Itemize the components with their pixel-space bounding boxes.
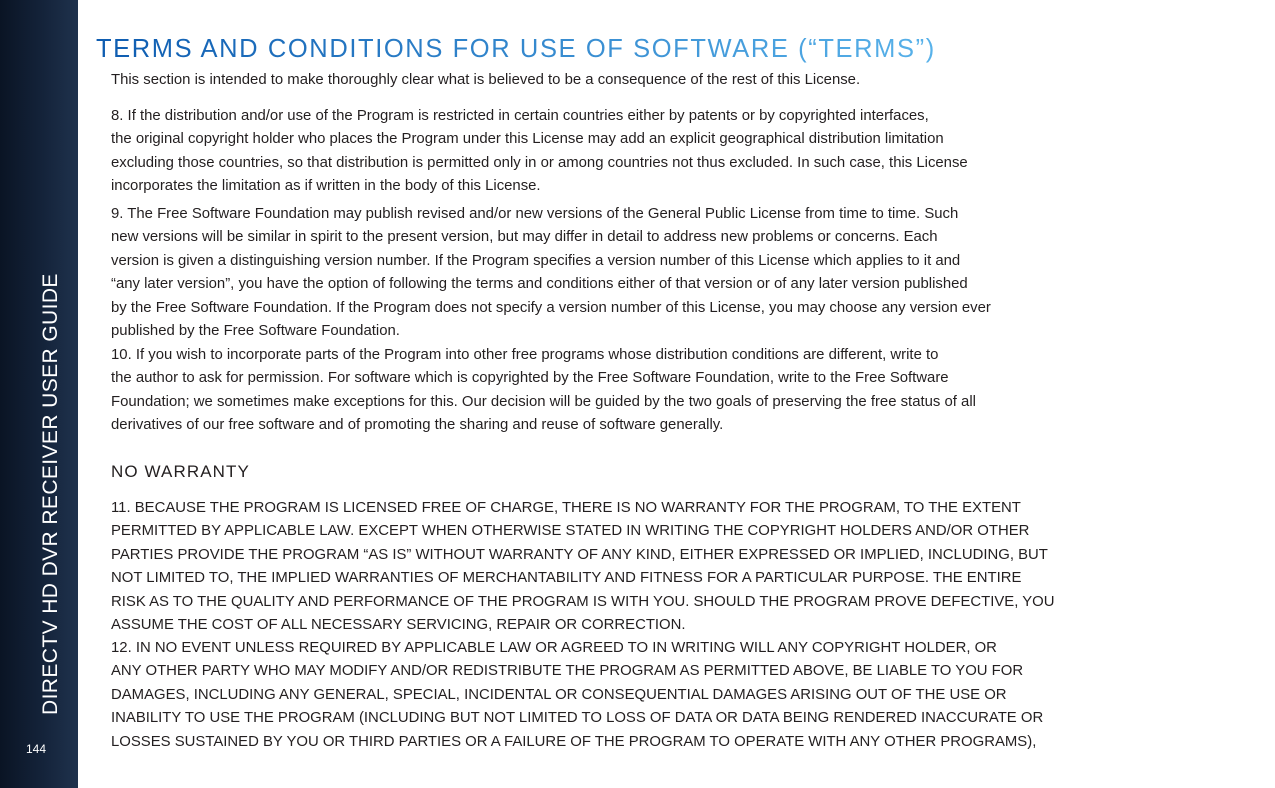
text-line: 10. If you wish to incorporate parts of the Program into other free programs whose distribution conditions are different, write to <box>111 347 939 363</box>
text-line: PARTIES PROVIDE THE PROGRAM “AS IS” WITHOUT WARRANTY OF ANY KIND, EITHER EXPRESSED OR IMPLIED, INCLUDING, BUT <box>111 546 1048 563</box>
paragraph-8 <box>111 105 968 199</box>
text-line: 8. If the distribution and/or use of the Program is restricted in certain countries either by patents or by copyrighted interfaces, <box>111 108 929 124</box>
text-line: DAMAGES, INCLUDING ANY GENERAL, SPECIAL, INCIDENTAL OR CONSEQUENTIAL DAMAGES ARISING OUT OF THE USE OR <box>111 686 1007 703</box>
text-line: INABILITY TO USE THE PROGRAM (INCLUDING BUT NOT LIMITED TO LOSS OF DATA OR DATA BEING RENDERED INACCURATE OR <box>111 710 1044 727</box>
text-line: 9. The Free Software Foundation may publish revised and/or new versions of the General Public License from time to time. Such <box>111 206 959 222</box>
text-line: incorporates the limitation as if written in the body of this License. <box>111 178 541 195</box>
page-number: 144 <box>26 742 47 756</box>
text-line: published by the Free Software Foundation. <box>111 323 400 340</box>
text-line: This section is intended to make thoroughly clear what is believed to be a consequence of the rest of this License. <box>111 72 861 88</box>
paragraph-9 <box>111 203 991 343</box>
text-line: 12. IN NO EVENT UNLESS REQUIRED BY APPLICABLE LAW OR AGREED TO IN WRITING WILL ANY COPYRIGHT HOLDER, OR <box>111 640 997 656</box>
text-line: new versions will be similar in spirit to the present version, but may differ in detail to address new problems or concerns. Each <box>111 229 938 246</box>
text-line: LOSSES SUSTAINED BY YOU OR THIRD PARTIES OR A FAILURE OF THE PROGRAM TO OPERATE WITH ANY OTHER PROGRAMS), <box>111 733 1037 750</box>
text-line: ASSUME THE COST OF ALL NECESSARY SERVICING, REPAIR OR CORRECTION. <box>111 617 686 634</box>
text-line: RISK AS TO THE QUALITY AND PERFORMANCE OF THE PROGRAM IS WITH YOU. SHOULD THE PROGRAM PROVE DEFECTIVE, YOU <box>111 593 1055 610</box>
section-title: TERMS AND CONDITIONS FOR USE OF SOFTWARE (“TERMS”) <box>96 35 936 63</box>
text-line: 11. BECAUSE THE PROGRAM IS LICENSED FREE OF CHARGE, THERE IS NO WARRANTY FOR THE PROGRAM, TO THE EXTENT <box>111 500 1021 516</box>
text-line: version is given a distinguishing version number. If the Program specifies a version number of this License which applies to it and <box>111 252 961 269</box>
text-line: derivatives of our free software and of promoting the sharing and reuse of software generally. <box>111 417 724 434</box>
text-line: excluding those countries, so that distribution is permitted only in or among countries not thus excluded. In such case, this License <box>111 154 968 171</box>
guide-title: DIRECTV HD DVR RECEIVER USER GUIDE <box>39 273 62 715</box>
text-line: the author to ask for permission. For software which is copyrighted by the Free Software Foundation, write to the Free Software <box>111 370 949 387</box>
paragraph-intro <box>111 69 860 92</box>
text-line: the original copyright holder who places the Program under this License may add an explicit geographical distribution limitation <box>111 131 944 148</box>
text-line: ANY OTHER PARTY WHO MAY MODIFY AND/OR REDISTRIBUTE THE PROGRAM AS PERMITTED ABOVE, BE LIABLE TO YOU FOR <box>111 663 1024 680</box>
paragraph-10 <box>111 344 976 438</box>
no-warranty-heading: NO WARRANTY <box>111 462 250 481</box>
text-line: “any later version”, you have the option of following the terms and conditions either of that version or of any later version published <box>111 276 968 293</box>
paragraph-12 <box>111 637 1043 754</box>
paragraph-11 <box>111 497 1055 637</box>
text-line: PERMITTED BY APPLICABLE LAW. EXCEPT WHEN OTHERWISE STATED IN WRITING THE COPYRIGHT HOLDERS AND/OR OTHER <box>111 523 1030 540</box>
sidebar <box>0 0 78 788</box>
text-line: Foundation; we sometimes make exceptions for this. Our decision will be guided by the two goals of preserving the free status of all <box>111 393 976 410</box>
text-line: by the Free Software Foundation. If the Program does not specify a version number of this License, you may choose any version ever <box>111 299 991 316</box>
text-line: NOT LIMITED TO, THE IMPLIED WARRANTIES OF MERCHANTABILITY AND FITNESS FOR A PARTICULAR PURPOSE. THE ENTIRE <box>111 570 1022 587</box>
